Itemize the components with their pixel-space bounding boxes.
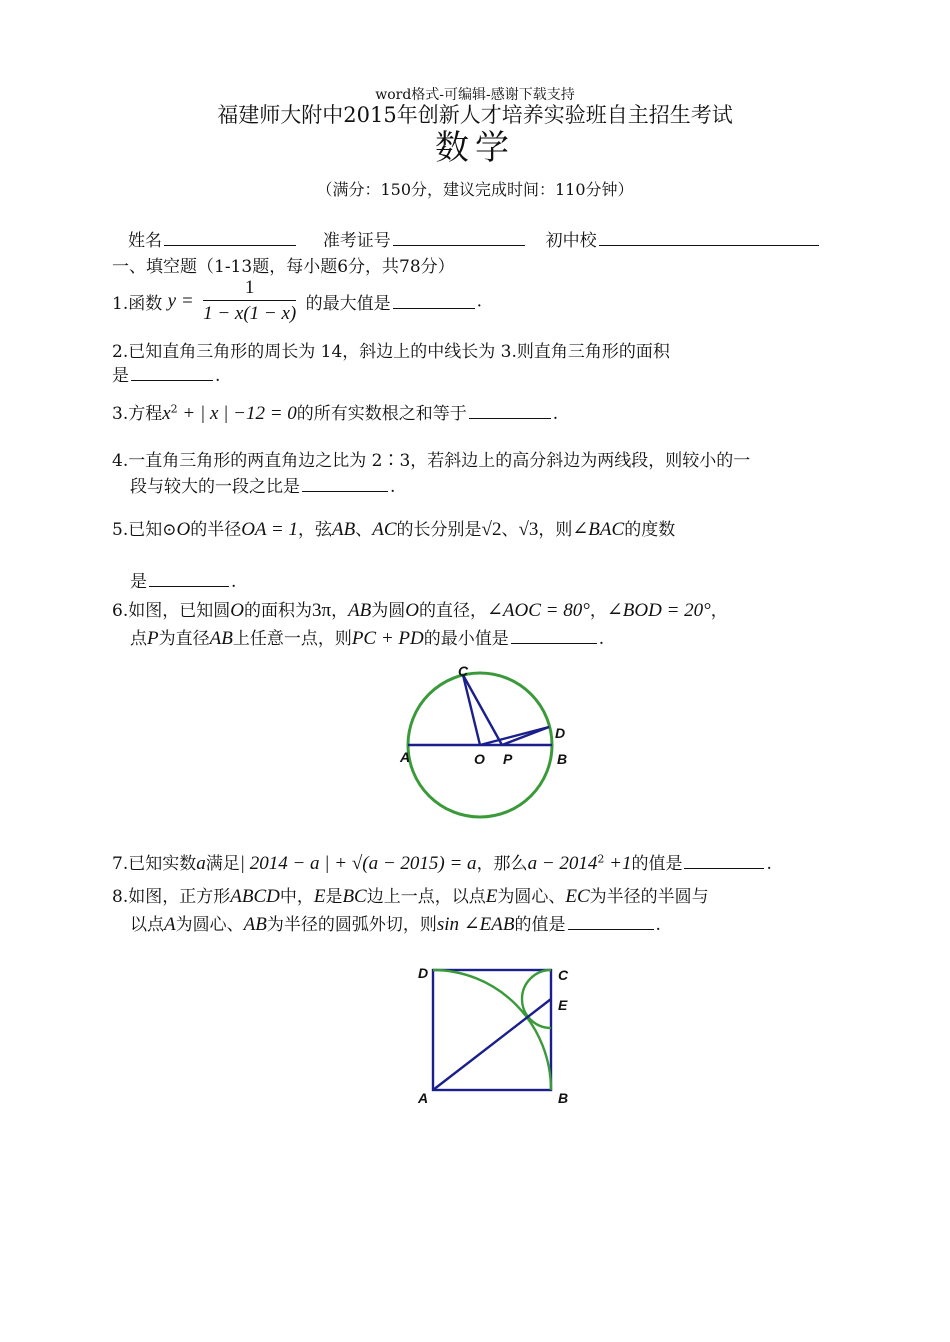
q1-end: . (476, 291, 483, 312)
q7-condition: | 2014 − a | + √(a − 2015) = a (239, 853, 477, 874)
q2-blank[interactable] (131, 366, 213, 381)
fig8-label-a: A (418, 1090, 429, 1106)
question-8-line-2 (130, 910, 661, 936)
question-6-line-2 (130, 624, 604, 650)
q6-c: ， (331, 601, 349, 621)
figure-8-square-diagram (410, 960, 580, 1110)
q7-blank[interactable] (684, 854, 764, 869)
q3-end: . (552, 404, 559, 424)
q3-suffix: 的所有实数根之和等于 (296, 404, 467, 424)
name-blank[interactable] (164, 231, 296, 246)
q8-ec: EC (565, 886, 590, 907)
fig6-segment-oc (463, 675, 480, 745)
q1-y: y = (167, 290, 194, 312)
q8-end: . (655, 915, 661, 935)
q6-area: 3π (311, 600, 332, 621)
fig6-label-c: C (458, 663, 469, 679)
q7-expr-a: a − 2014 (527, 853, 598, 874)
q6-g: ， (710, 601, 728, 621)
q5-d: 、 (355, 520, 373, 540)
score-info: （满分：150分，建议完成时间：110分钟） (316, 180, 634, 199)
q1-blank[interactable] (393, 294, 475, 309)
q5-h: 的度数 (624, 520, 676, 540)
q5-e: 的长分别是 (396, 520, 482, 540)
q6-line2c: 上任意一点，则 (232, 629, 352, 649)
question-2-line-1: 2.已知直角三角形的周长为 14，斜边上的中线长为 3.则直角三角形的面积 (112, 342, 670, 362)
q8-a: 8.如图，正方形 (112, 887, 231, 907)
q8-e: E (313, 886, 326, 907)
fig8-label-c: C (558, 967, 569, 983)
q7-a: 7.已知实数 (112, 854, 197, 874)
q7-var: a (196, 853, 206, 874)
q5-sqrt2: √2 (481, 519, 502, 540)
q7-d: 的值是 (631, 854, 683, 874)
q8-line2a: 以点 (130, 915, 164, 935)
figure-6-circle-diagram (390, 660, 580, 825)
q5-oa: OA = 1 (241, 519, 299, 540)
q6-ab2: AB (209, 628, 233, 649)
fig8-square (433, 970, 551, 1090)
q5-line2: 是 (130, 572, 147, 592)
q7-b: 满足 (205, 854, 240, 874)
school-title: 福建师大附中2015年创新人才培养实验班自主招生考试 (217, 103, 733, 127)
question-4-line-1: 4.一直角三角形的两直角边之比为 2∶3，若斜边上的高分斜边为两线段，则较小的一 (112, 451, 751, 471)
q6-o2: O (405, 600, 420, 621)
q8-line2b: 为圆心、 (175, 915, 244, 935)
q5-b: 的半径 (190, 520, 242, 540)
q5-o: O (176, 519, 191, 540)
fig8-label-b: B (558, 1090, 569, 1106)
question-5-line-2 (130, 567, 236, 592)
question-7 (112, 849, 772, 875)
fig6-segment-pd (502, 727, 549, 745)
q6-p: P (147, 628, 159, 649)
section-title: 一、填空题（1-13题，每小题6分，共78分） (112, 257, 455, 277)
q1-denominator: 1 − x(1 − x) (203, 303, 297, 324)
q6-end: . (598, 629, 605, 649)
q6-a: 6.如图，已知圆 (112, 601, 231, 621)
q6-line2d: 的最小值是 (423, 629, 509, 649)
q5-ab: AB (332, 519, 356, 540)
q7-expr-c: +1 (604, 853, 632, 874)
q1-fraction (203, 276, 296, 327)
school-label: 初中校 (545, 231, 597, 251)
fig6-label-p: P (503, 751, 513, 767)
q3-blank[interactable] (469, 404, 551, 419)
q3-eq-x: x (162, 403, 171, 424)
q5-g: ，则 (538, 520, 573, 540)
q5-c: ，弦 (298, 520, 333, 540)
q8-blank[interactable] (568, 915, 654, 930)
school-blank[interactable] (599, 231, 819, 246)
q8-a2: A (164, 914, 176, 935)
watermark: word格式-可编辑-感谢下载支持 (375, 87, 575, 103)
q5-end: . (231, 572, 237, 592)
fig6-label-d: D (555, 725, 566, 741)
q8-line2c: 为半径的圆弧外切，则 (266, 915, 437, 935)
q8-bc: BC (342, 886, 367, 907)
q8-ab: AB (243, 914, 267, 935)
q2-end: . (215, 366, 221, 386)
q3-eq-rest: + | x | −12 = 0 (177, 403, 297, 424)
q6-line2a: 点 (130, 629, 147, 649)
q3-prefix: 3.方程 (112, 404, 163, 424)
question-6-line-1 (112, 596, 728, 622)
q6-blank[interactable] (511, 629, 597, 644)
question-1 (112, 276, 482, 327)
q1-suffix: 的最大值是 (305, 294, 391, 314)
q6-ab: AB (348, 600, 372, 621)
q8-e2: E (485, 886, 498, 907)
q8-c: 是 (325, 887, 343, 907)
q5-f: 、 (501, 520, 519, 540)
q8-line2d: 的值是 (514, 915, 566, 935)
q5-blank[interactable] (149, 572, 229, 587)
q3-eq-exp: 2 (170, 402, 178, 416)
q4-end: . (390, 477, 396, 497)
q6-o: O (230, 600, 244, 621)
question-5-line-1 (112, 515, 675, 541)
question-8-line-1 (112, 882, 709, 908)
q8-d: 边上一点，以点 (366, 887, 486, 907)
q6-e: 的直径， (419, 601, 488, 621)
student-info-row (128, 226, 821, 251)
q8-g: 为半径的半圆与 (589, 887, 709, 907)
name-label: 姓名 (128, 231, 162, 251)
fig6-segment-pc (463, 675, 502, 745)
fig8-arc-a (433, 970, 551, 1090)
q4-line2: 段与较大的一段之比是 (130, 477, 300, 497)
fig8-segment-ae (433, 999, 551, 1090)
q8-b: 中， (279, 887, 314, 907)
question-2-line-2 (112, 361, 220, 386)
q6-expr: PC + PD (351, 628, 424, 649)
q5-sqrt3: √3 (518, 519, 539, 540)
q6-b: 的面积为 (243, 601, 312, 621)
q6-aoc: ∠AOC = 80° (487, 600, 590, 621)
q8-f: 为圆心、 (497, 887, 566, 907)
q7-c: ，那么 (476, 854, 528, 874)
q5-ac: AC (372, 519, 397, 540)
exam-id-blank[interactable] (393, 231, 525, 246)
exam-id-label: 准考证号 (322, 231, 391, 251)
q8-abcd: ABCD (230, 886, 280, 907)
q5-angle: ∠BAC (572, 519, 625, 540)
q2-line2: 是 (112, 366, 129, 386)
q7-end: . (766, 854, 772, 874)
subject-title: 数学 (435, 128, 515, 168)
q6-line2b: 为直径 (158, 629, 210, 649)
q6-bod: ∠BOD = 20° (606, 600, 711, 621)
q5-a: 5.已知⊙ (112, 520, 177, 540)
fig6-label-b: B (557, 751, 568, 767)
q6-f: ， (589, 601, 607, 621)
q1-numerator: 1 (203, 276, 296, 301)
question-3 (112, 399, 558, 425)
q4-blank[interactable] (302, 477, 388, 492)
fig8-label-e: E (558, 997, 568, 1013)
q1-prefix: 1.函数 (112, 294, 163, 314)
q6-d: 为圆 (371, 601, 406, 621)
fig6-label-a: A (400, 749, 411, 765)
fig8-label-d: D (418, 965, 429, 981)
question-4-line-2 (130, 472, 395, 497)
q8-sin: sin ∠EAB (436, 914, 515, 935)
fig6-label-o: O (474, 751, 485, 767)
q7-expr-exp: 2 (597, 852, 605, 866)
